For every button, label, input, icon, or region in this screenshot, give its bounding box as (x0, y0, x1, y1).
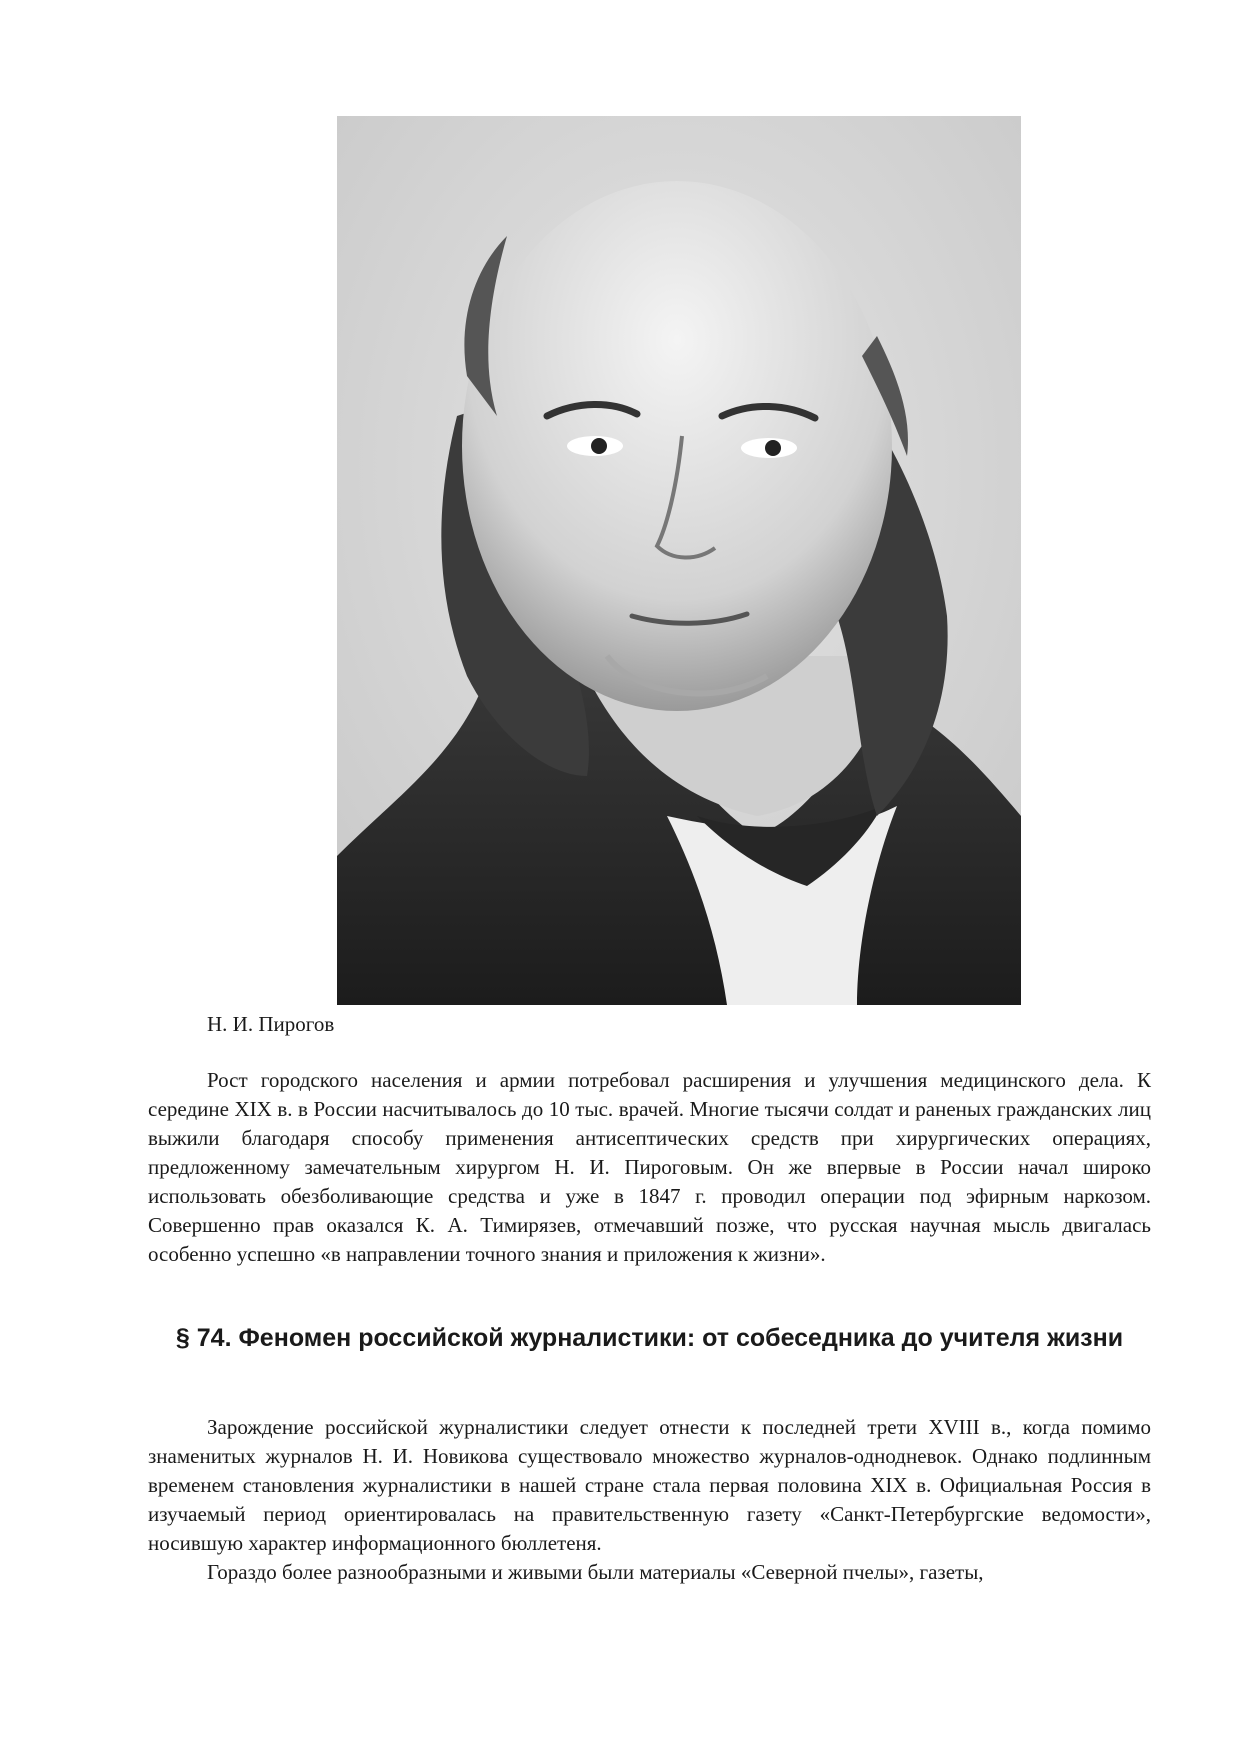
paragraph: Зарождение российской журналистики следует отнести к последней трети XVIII в., когда помимо знаменитых журналов Н. И. Новикова существовало множество журналов-однодневок. Однако подлинным временем становления журналистики в нашей стране стала первая половина XIX в. Официальная Россия в изучаемый период ориентировалась на правительственную газету «Санкт-Петербургские ведомости», носившую характер информационного бюллетеня. (148, 1415, 1151, 1555)
intro-text (148, 1066, 1151, 1269)
section-text (148, 1413, 1151, 1587)
paragraph: Рост городского населения и армии потребовал расширения и улучшения медицинского дела. К середине XIX в. в России насчитывалось до 10 тыс. врачей. Многие тысячи солдат и раненых гражданских лиц выжили благодаря способу применения антисептических средств при хирургических операциях, предложенному замечательным хирургом Н. И. Пироговым. Он же впервые в России начал широко использовать обезболивающие средства и уже в 1847 г. проводил операции под эфирным наркозом. Совершенно прав оказался К. А. Тимирязев, отмечавший позже, что русская научная мысль двигалась особенно успешно «в направлении точного знания и приложения к жизни». (148, 1068, 1151, 1266)
paragraph: Гораздо более разнообразными и живыми были материалы «Северной пчелы», газеты, (207, 1560, 984, 1584)
portrait-illustration (337, 116, 1021, 1005)
portrait-image (337, 116, 1021, 1005)
section-heading: § 74. Феномен российской журналистики: от собеседника до учителя жизни (175, 1324, 1124, 1352)
portrait-caption: Н. И. Пирогов (207, 1012, 335, 1036)
